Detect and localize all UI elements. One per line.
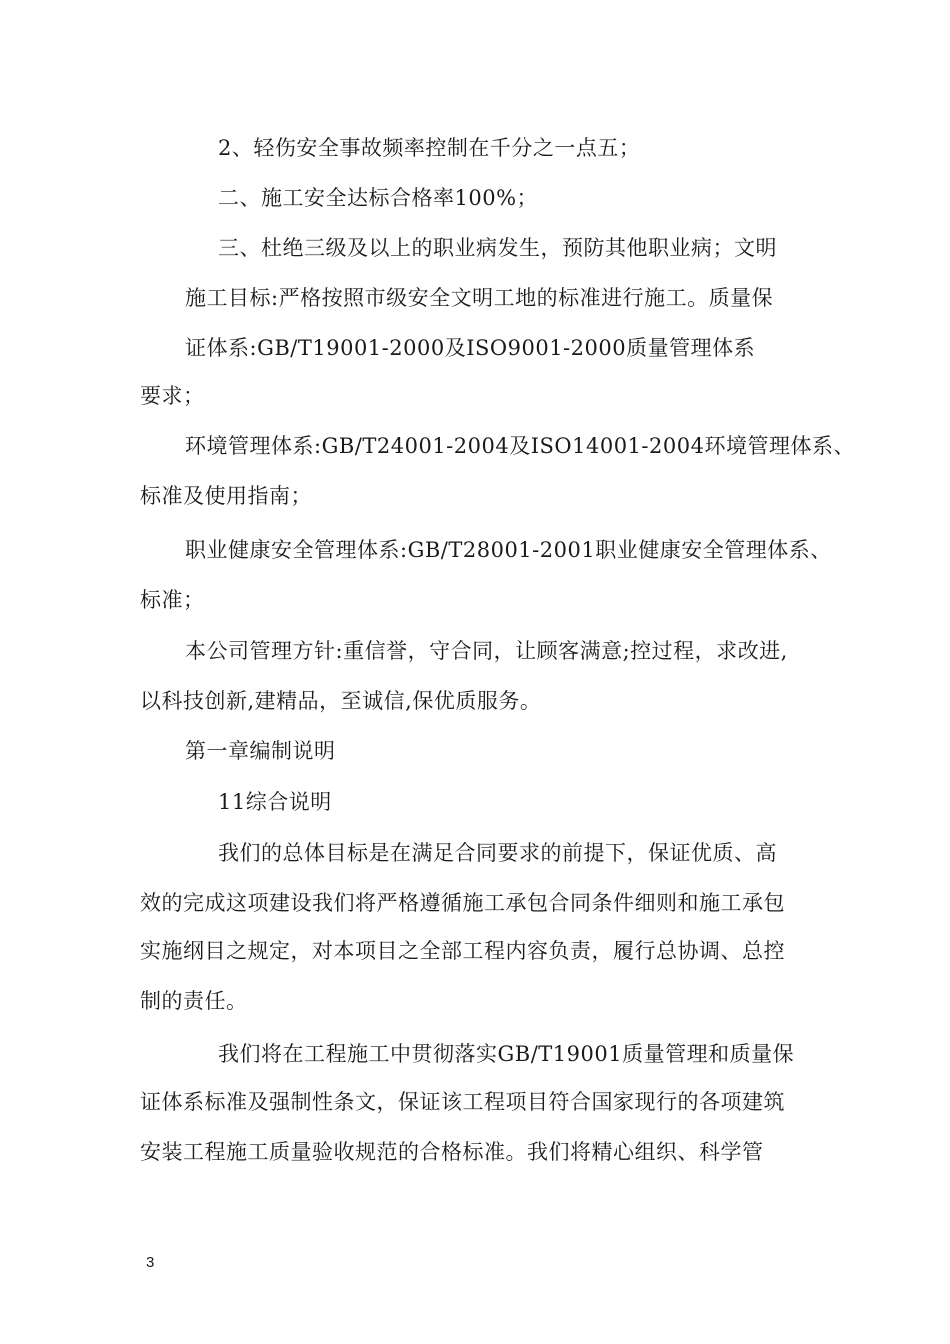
text-line: 安装工程施工质量验收规范的合格标准。我们将精心组织、科学管 — [140, 1140, 764, 1164]
text-line: 我们将在工程施工中贯彻落实GB/T19001质量管理和质量保 — [218, 1042, 795, 1066]
text-line: 2、轻伤安全事故频率控制在千分之一点五； — [218, 136, 641, 160]
text-line: 要求； — [140, 384, 205, 408]
text-line: 本公司管理方针:重信誉，守合同，让顾客满意;控过程，求改进, — [185, 639, 788, 663]
text-line: 制的责任。 — [140, 989, 248, 1013]
text-line: 三、杜绝三级及以上的职业病发生，预防其他职业病；文明 — [218, 236, 777, 260]
text-line: 职业健康安全管理体系:GB/T28001-2001职业健康安全管理体系、 — [185, 538, 832, 562]
text-line: 证体系标准及强制性条文，保证该工程项目符合国家现行的各项建筑 — [140, 1090, 785, 1114]
text-line: 施工目标:严格按照市级安全文明工地的标准进行施工。质量保 — [185, 286, 774, 310]
text-line: 标准； — [140, 588, 205, 612]
chapter-heading: 第一章编制说明 — [185, 739, 336, 763]
text-line: 以科技创新,建精品，至诚信,保优质服务。 — [140, 689, 542, 713]
text-line: 二、施工安全达标合格率100%； — [218, 186, 539, 210]
text-line: 效的完成这项建设我们将严格遵循施工承包合同条件细则和施工承包 — [140, 891, 785, 915]
section-heading: 11综合说明 — [218, 790, 332, 814]
text-line: 证体系:GB/T19001-2000及ISO9001-2000质量管理体系 — [185, 336, 756, 360]
text-line: 实施纲目之规定，对本项目之全部工程内容负责，履行总协调、总控 — [140, 939, 785, 963]
text-line: 我们的总体目标是在满足合同要求的前提下，保证优质、高 — [218, 841, 777, 865]
text-line: 标准及使用指南； — [140, 484, 312, 508]
text-line: 环境管理体系:GB/T24001-2004及ISO14001-2004环境管理体系、 — [185, 434, 855, 458]
page-number: 3 — [146, 1254, 155, 1271]
